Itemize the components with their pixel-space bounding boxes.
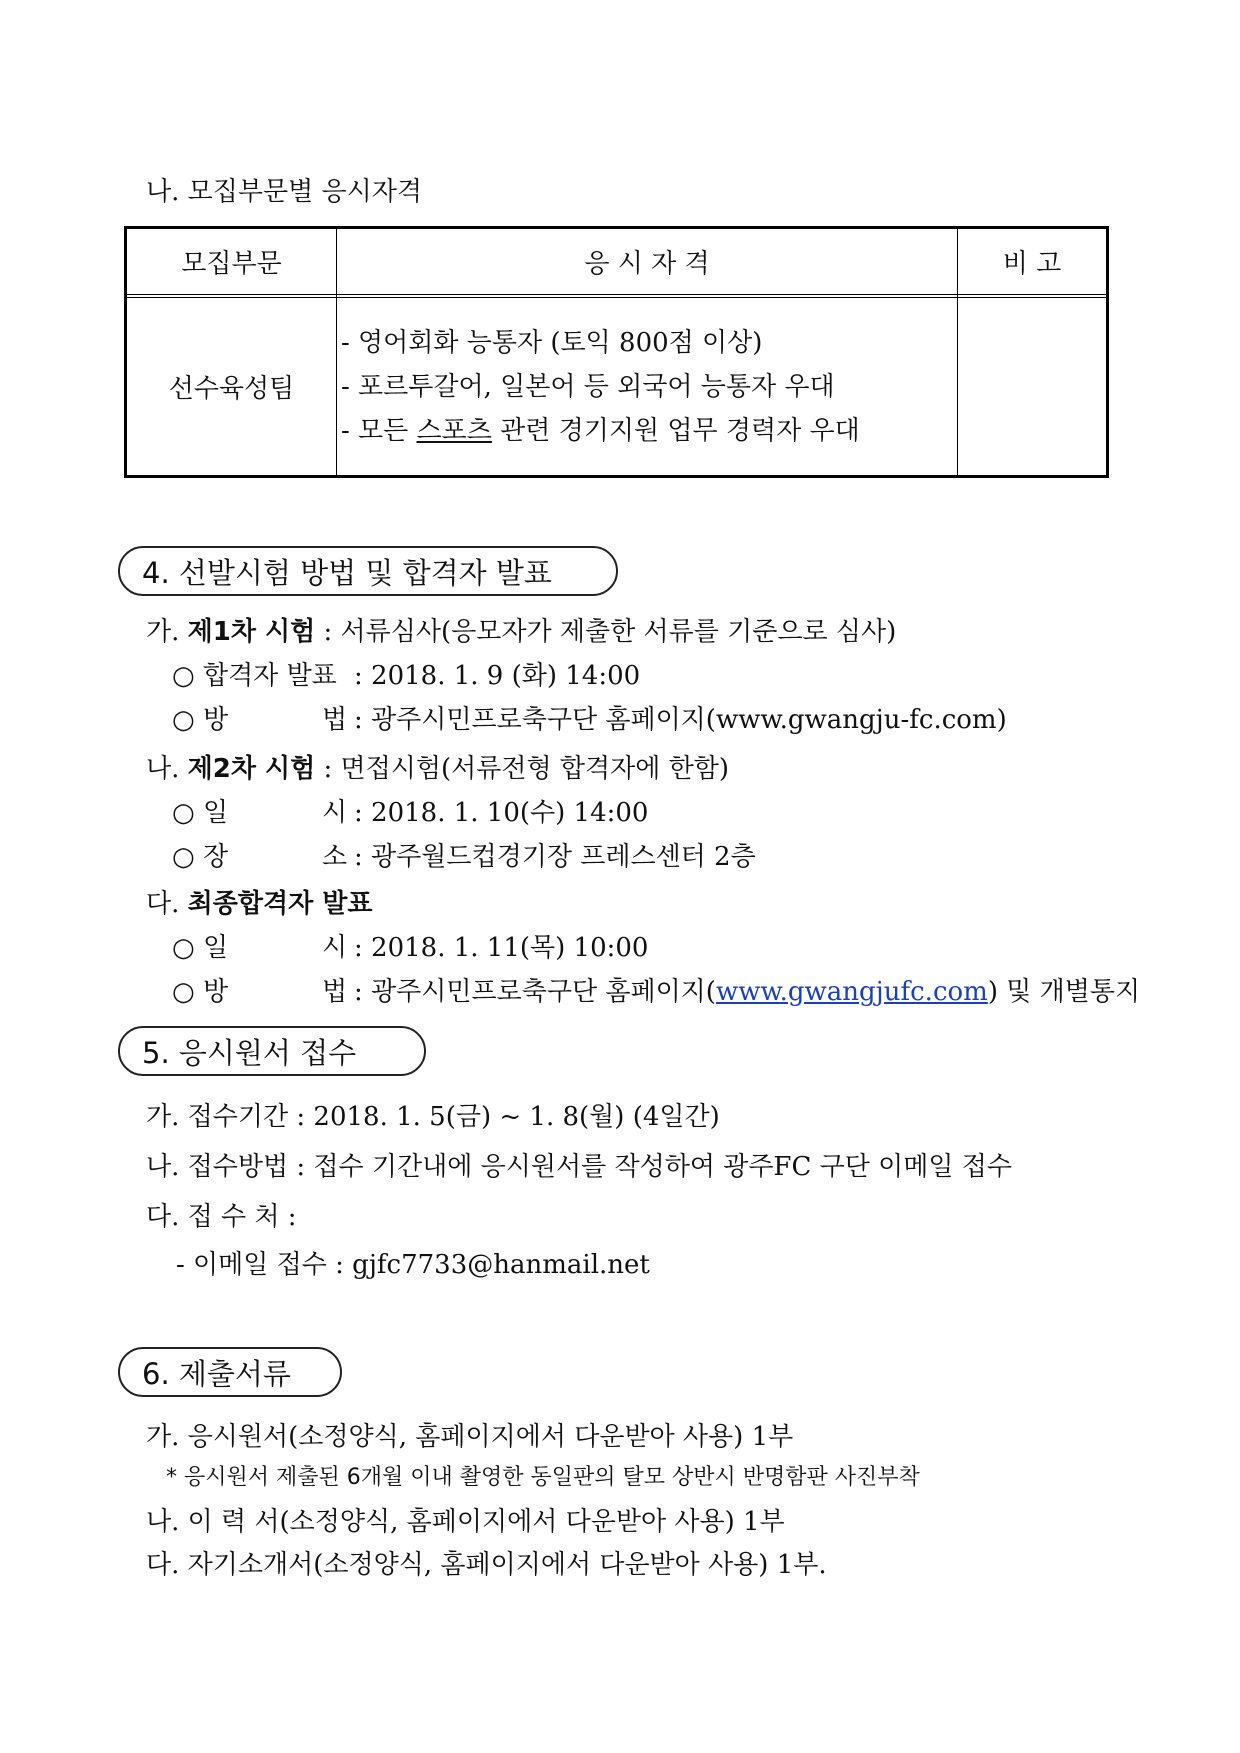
application-period: 가. 접수기간 : 2018. 1. 5(금) ~ 1. 8(월) (4일간) xyxy=(146,1102,720,1132)
table-cell-dept: 선수육성팀 xyxy=(168,374,295,404)
section-title-pill: 6. 제출서류 xyxy=(118,1347,342,1397)
method-label: ○ 방 xyxy=(172,705,229,735)
pass-announcement-label: ○ 합격자 발표 xyxy=(172,661,337,691)
homepage-link[interactable]: www.gwangjufc.com xyxy=(715,977,988,1007)
qualification-item: - 모든 스포츠 관련 경기지원 업무 경력자 우대 xyxy=(341,416,860,446)
table-cell-qualifications xyxy=(341,321,860,453)
final-method-label: ○ 방 xyxy=(172,977,229,1007)
final-announcement: 다. 최종합격자 발표 xyxy=(146,889,373,919)
table-header-qualification: 응 시 자 격 xyxy=(584,249,710,279)
pass-announcement-value: : 2018. 1. 9 (화) 14:00 xyxy=(354,661,641,691)
qualification-table xyxy=(124,226,1109,478)
final-date-label-tail: 시 xyxy=(322,933,348,963)
final-date-value: : 2018. 1. 11(목) 10:00 xyxy=(354,933,649,963)
date-label: ○ 일 xyxy=(172,798,229,828)
table-header-dept: 모집부문 xyxy=(181,249,282,279)
date-value: : 2018. 1. 10(수) 14:00 xyxy=(354,798,649,828)
qualification-item: - 영어회화 능통자 (토익 800점 이상) xyxy=(341,328,763,358)
exam-round-2: 나. 제2차 시험 : 면접시험(서류전형 합격자에 한함) xyxy=(146,754,729,784)
document-item: 나. 이 력 서(소정양식, 홈페이지에서 다운받아 사용) 1부 xyxy=(146,1507,785,1537)
document-item: 가. 응시원서(소정양식, 홈페이지에서 다운받아 사용) 1부 xyxy=(146,1422,794,1452)
place-value: : 광주월드컵경기장 프레스센터 2층 xyxy=(354,842,756,872)
section-subheading: 나. 모집부문별 응시자격 xyxy=(146,177,422,207)
table-header-note: 비 고 xyxy=(1002,249,1062,279)
final-method-label-tail: 법 xyxy=(322,977,348,1007)
exam-round-1: 가. 제1차 시험 : 서류심사(응모자가 제출한 서류를 기준으로 심사) xyxy=(146,617,897,647)
method-value: : 광주시민프로축구단 홈페이지(www.gwangju-fc.com) xyxy=(354,705,1007,735)
section-title-pill: 4. 선발시험 방법 및 합격자 발표 xyxy=(118,546,618,596)
place-label-tail: 소 xyxy=(322,842,348,872)
email-contact: - 이메일 접수 : gjfc7733@hanmail.net xyxy=(176,1250,650,1280)
place-label: ○ 장 xyxy=(172,842,229,872)
application-method: 나. 접수방법 : 접수 기간내에 응시원서를 작성하여 광주FC 구단 이메일 접수 xyxy=(146,1152,1012,1182)
table-cell-note xyxy=(958,298,1106,475)
final-date-label: ○ 일 xyxy=(172,933,229,963)
qualification-item: - 포르투갈어, 일본어 등 외국어 능통자 우대 xyxy=(341,372,835,402)
date-label-tail: 시 xyxy=(322,798,348,828)
document-item: 다. 자기소개서(소정양식, 홈페이지에서 다운받아 사용) 1부. xyxy=(146,1550,827,1580)
section-title-pill: 5. 응시원서 접수 xyxy=(118,1026,426,1076)
document-note: * 응시원서 제출된 6개월 이내 촬영한 동일판의 탈모 상반시 반명함판 사진부착 xyxy=(166,1465,920,1490)
final-method-value: : 광주시민프로축구단 홈페이지(www.gwangjufc.com) 및 개별통지 xyxy=(354,977,1141,1007)
application-destination: 다. 접 수 처 : xyxy=(146,1202,297,1232)
method-label-tail: 법 xyxy=(322,705,348,735)
